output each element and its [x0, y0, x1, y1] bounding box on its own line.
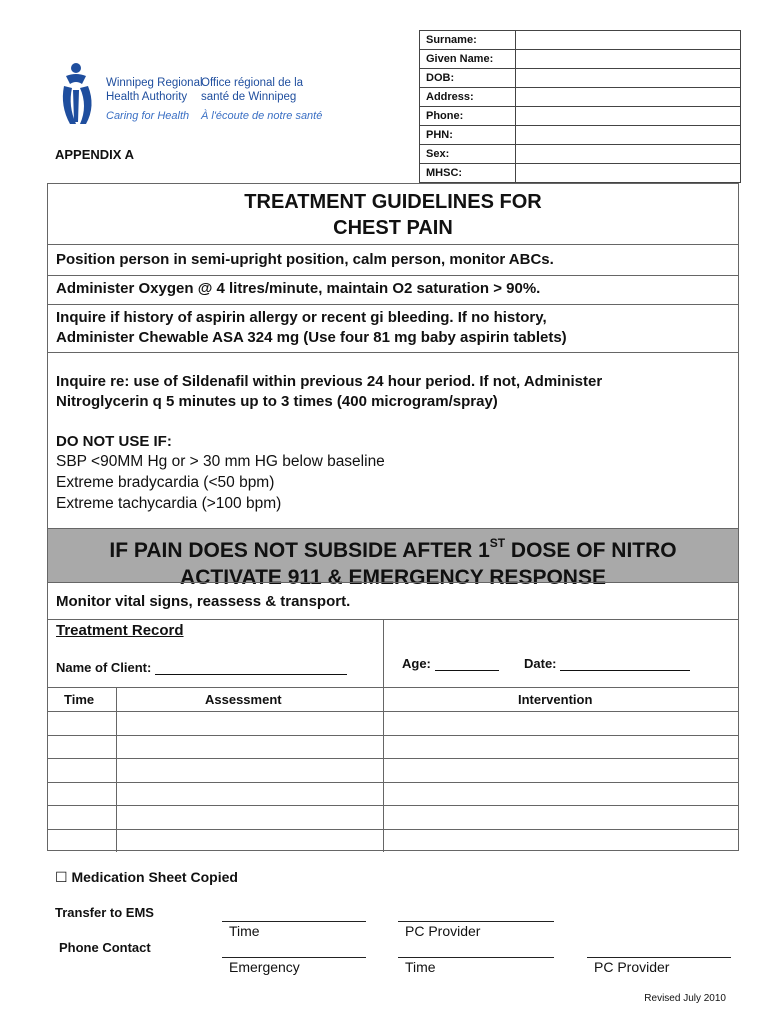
step-nitroglycerin — [56, 372, 602, 412]
sex-field[interactable] — [516, 145, 740, 163]
patient-row-surname — [420, 31, 740, 50]
medication-sheet-row — [55, 869, 238, 886]
revision-date: Revised July 2010 — [644, 993, 726, 1004]
address-label: Address: — [420, 88, 516, 106]
title-line1: TREATMENT GUIDELINES FOR — [244, 191, 542, 213]
phone-emergency-label: Emergency — [229, 959, 300, 975]
phone-contact-label: Phone Contact — [59, 940, 151, 955]
step-aspirin-line1: Inquire if history of aspirin allergy or recent gi bleeding. If no history, — [56, 309, 547, 326]
phn-label: PHN: — [420, 126, 516, 144]
wrha-logo — [56, 62, 326, 126]
assessment-cell[interactable] — [117, 712, 382, 734]
step-oxygen: Administer Oxygen @ 4 litres/minute, maintain O2 saturation > 90%. — [56, 280, 541, 297]
do-not-use-tachycardia: Extreme tachycardia (>100 bpm) — [56, 495, 282, 512]
column-time: Time — [64, 692, 95, 707]
step-position: Position person in semi-upright position, calm person, monitor ABCs. — [56, 251, 554, 268]
client-name-label: Name of Client: — [56, 660, 152, 675]
title-line2: CHEST PAIN — [333, 217, 453, 239]
date-label: Date: — [524, 656, 557, 671]
surname-field[interactable] — [516, 31, 740, 49]
do-not-use-heading: DO NOT USE IF: — [56, 433, 172, 450]
step-nitro-line1: Inquire re: use of Sildenafil within previous 24 hour period. If not, Administer — [56, 373, 603, 390]
client-name-field[interactable] — [56, 660, 347, 675]
patient-row-phone — [420, 107, 740, 126]
medication-sheet-label: Medication Sheet Copied — [71, 869, 238, 885]
alert-line1: IF PAIN DOES NOT SUBSIDE AFTER 1ST DOSE OF NITRO — [109, 536, 677, 562]
phone-emergency-line[interactable] — [222, 957, 366, 958]
logo-french-name — [201, 76, 303, 104]
logo-fr-line2: santé de Winnipeg — [201, 91, 297, 103]
surname-label: Surname: — [420, 31, 516, 49]
age-field[interactable] — [402, 656, 499, 671]
logo-en-line2: Health Authority — [106, 91, 188, 103]
transfer-to-ems-label: Transfer to EMS — [55, 905, 154, 920]
mhsc-field[interactable] — [516, 164, 740, 182]
transfer-time-label: Time — [229, 923, 260, 939]
patient-row-address — [420, 88, 740, 107]
phone-pc-provider-line[interactable] — [587, 957, 731, 958]
alert-line2: ACTIVATE 911 & EMERGENCY RESPONSE — [180, 566, 606, 589]
page-title — [48, 189, 738, 241]
logo-fr-line1: Office régional de la — [201, 77, 304, 89]
patient-info-box — [419, 30, 741, 183]
patient-row-given-name — [420, 50, 740, 69]
logo-tagline-fr: À l'écoute de notre santé — [201, 110, 323, 122]
step-aspirin — [56, 308, 567, 348]
patient-row-mhsc — [420, 164, 740, 182]
patient-row-dob — [420, 69, 740, 88]
address-field[interactable] — [516, 88, 740, 106]
medication-sheet-checkbox[interactable]: ☐ — [55, 869, 68, 885]
transfer-time-line[interactable] — [222, 921, 366, 922]
transfer-pc-provider-label: PC Provider — [405, 923, 481, 939]
phone-time-label: Time — [405, 959, 436, 975]
column-intervention: Intervention — [518, 692, 593, 707]
age-label: Age: — [402, 656, 431, 671]
phn-field[interactable] — [516, 126, 740, 144]
sex-label: Sex: — [420, 145, 516, 163]
step-nitro-line2: Nitroglycerin q 5 minutes up to 3 times (400 microgram/spray) — [56, 393, 498, 410]
date-field[interactable] — [524, 656, 690, 671]
mhsc-label: MHSC: — [420, 164, 516, 182]
given-name-label: Given Name: — [420, 50, 516, 68]
dob-field[interactable] — [516, 69, 740, 87]
appendix-label: APPENDIX A — [55, 147, 134, 162]
intervention-cell[interactable] — [384, 712, 738, 734]
step-aspirin-line2: Administer Chewable ASA 324 mg (Use four 81 mg baby aspirin tablets) — [56, 329, 567, 346]
phone-time-line[interactable] — [398, 957, 554, 958]
phone-field[interactable] — [516, 107, 740, 125]
guidelines-table — [47, 183, 739, 851]
treatment-record-heading: Treatment Record — [56, 622, 184, 639]
patient-row-phn — [420, 126, 740, 145]
given-name-field[interactable] — [516, 50, 740, 68]
monitor-instruction: Monitor vital signs, reassess & transport. — [56, 593, 351, 610]
do-not-use-sbp: SBP <90MM Hg or > 30 mm HG below baseline — [56, 453, 385, 470]
transfer-pc-provider-line[interactable] — [398, 921, 554, 922]
logo-english-name — [106, 76, 203, 104]
patient-row-sex — [420, 145, 740, 164]
do-not-use-bradycardia: Extreme bradycardia (<50 bpm) — [56, 474, 275, 491]
logo-tagline-en: Caring for Health — [106, 110, 190, 122]
wrha-figure-icon — [56, 62, 98, 126]
phone-label: Phone: — [420, 107, 516, 125]
phone-pc-provider-label: PC Provider — [594, 959, 670, 975]
logo-en-line1: Winnipeg Regional — [106, 77, 203, 89]
dob-label: DOB: — [420, 69, 516, 87]
column-assessment: Assessment — [205, 692, 282, 707]
